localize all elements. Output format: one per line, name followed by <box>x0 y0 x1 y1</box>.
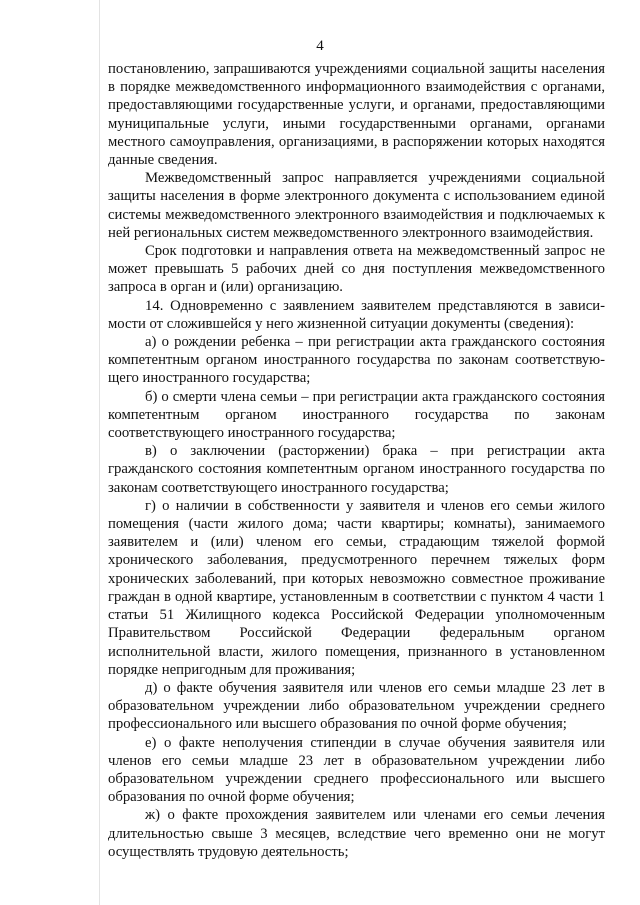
list-item-a: а) о рождении ребенка – при регистрации акта гражданского состояния компетентным органом иностранного государства по законам соответствующего иностранного государства; <box>108 334 605 387</box>
list-item-d: д) о факте обучения заявителя или членов его семьи младше 23 лет в образовательном учреждении либо образовательном учреждении среднего профессионального или высшего образования по очной форме обучения; <box>108 679 605 733</box>
list-item-zh: ж) о факте прохождения заявителем или членами его семьи лечения длительностью свыше 3 месяцев, вследствие чего временно они не могут осуществлять трудовую деятельность; <box>108 807 605 860</box>
paragraph-response-deadline: Срок подготовки и направления ответа на межведомственный запрос не может превышать 5 рабочих дней со дня поступления межведомственного запроса в орган и (или) организацию. <box>108 243 605 296</box>
page-edge-line <box>99 0 100 905</box>
paragraph-interagency-request: Межведомственный запрос направляется учреждениями социальной защиты населения в форме электронного документа с использованием единой системы межведомственного электронного взаимодействия и подключаемых к ней региональных систем межведомственного электронного взаимодействия. <box>108 170 605 241</box>
list-item-b: б) о смерти члена семьи – при регистрации акта гражданского состояния компетентным органом иностранного государства по законам соответствующего иностранного государства; <box>108 388 605 442</box>
list-item-g: г) о наличии в собственности у заявителя и членов его семьи жилого помещения (части жилого дома; части квартиры; комнаты), занимаемого заявителем и (или) членом его семьи, страдающим тяжелой формой хронического заболевания, предусмотренного перечнем тяжелых форм хронических заболеваний, при которых невозможно совместное проживание граждан в одной квартире, установленным в соответствии с пунктом 4 части 1 статьи 51 Жилищного кодекса Российской Федерации уполномоченным Правительством Российской Федерации федеральным органом исполнительной власти, жилого помещения, признанного в установленном порядке непригодным для проживания; <box>108 497 605 678</box>
page-number: 4 <box>316 38 324 54</box>
document-body <box>108 60 605 861</box>
list-item-v: в) о заключении (расторжении) брака – при регистрации акта гражданского состояния компетентным органом иностранного государства по законам соответствующего иностранного государства; <box>108 443 605 496</box>
paragraph-item-14: 14. Одновременно с заявлением заявителем представляются в зависимости от сложившейся у него жизненной ситуации документы (сведения): <box>108 297 605 332</box>
paragraph-continuation: постановлению, запрашиваются учреждениями социальной защиты населения в порядке межведомственного информационного взаимодействия с органами, предоставляющими государственные услуги, и органами, предоставляющими муниципальные услуги, иными государственными органами, органами местного самоуправления, организациями, в распоряжении которых находятся данные сведения. <box>108 61 605 169</box>
list-item-e: е) о факте неполучения стипендии в случае обучения заявителя или членов его семьи младше 23 лет в образовательном учреждении либо образовательном учреждении среднего профессионального или высшего образования по очной форме обучения; <box>108 734 605 806</box>
